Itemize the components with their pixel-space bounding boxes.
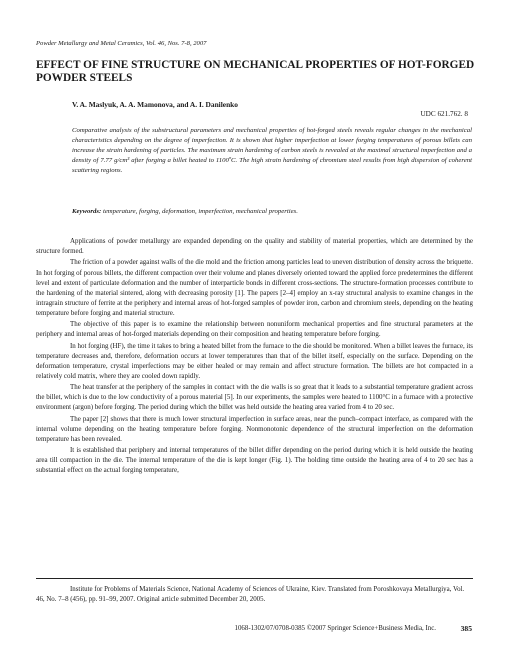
article-title: EFFECT OF FINE STRUCTURE ON MECHANICAL PROPERTIES OF HOT-FORGED POWDER STEELS (36, 59, 475, 84)
copyright-line: 1068-1302/07/0708-0385 ©2007 Springer Science+Business Media, Inc. (234, 625, 436, 632)
abstract: Comparative analysis of the substructural parameters and mechanical properties of hot-forged steels reveals regular changes in the mechanical characteristics depending on the degree of imperfection. It is shown that higher imperfection at lower forging temperatures of porous billets can increase the strain hardening of particles. The maximum strain hardening of carbon steels is revealed at the maximal structural imperfection and a density of 7.77 g/cm³ after forging a billet heated to 1100ºC. The high strain hardening of chromium steel results from high dispersion of coherent scattering regions. (72, 127, 472, 175)
article-authors: V. A. Maslyuk, A. A. Mamonova, and A. I. Danilenko (72, 100, 238, 109)
body-paragraph: In hot forging (HF), the time it takes to bring a heated billet from the furnace to the die should be monitored. When a billet leaves the furnace, its temperature decreases and, therefore, deformation occurs at lower temperatures than that of the billet itself, especially on the surface. Depending on the deformation temperature, crystal imperfections may be either healed or may remain and affect structure formation. The billets are hot compacted in a relatively cold matrix, where they are cooled down rapidly. (36, 341, 473, 380)
body-text (36, 236, 473, 477)
body-paragraph: The paper [2] shows that there is much lower structural imperfection in surface areas, near the punch–compact interface, as compared with the internal volume depending on the heating temperature before forging. Nonmonotonic dependence of the structural imperfection on the deformation temperature has been revealed. (36, 414, 473, 443)
keywords-text: temperature, forging, deformation, imperfection, mechanical properties. (102, 208, 298, 215)
keywords (72, 208, 472, 215)
body-paragraph: The friction of a powder against walls of the die mold and the friction among particles lead to uneven distribution of density across the briquette. In hot forging of porous billets, the different compaction over their volume and planes diversely oriented toward the applied force predetermines the different level and extent of particulate deformation and the number of interparticle bonds in different cross-sections. The structure-formation processes contribute to the hardening of the material sintered, along with decreasing porosity [1]. The papers [2–4] employ an x-ray structural analysis to examine changes in the intragrain structure of ferrite at the periphery and internal areas of hot-forged samples of powder iron, carbon and chromium steels, depending on the heating temperature before forging and material structure. (36, 258, 473, 317)
body-paragraph: The objective of this paper is to examine the relationship between nonuniform mechanical properties and fine structural parameters at the periphery and internal areas of hot-forged materials depending on their composition and heating temperature before forging. (36, 320, 473, 339)
journal-header: Powder Metallurgy and Metal Ceramics, Vol. 46, Nos. 7-8, 2007 (36, 40, 207, 47)
body-paragraph: The heat transfer at the periphery of the samples in contact with the die walls is so great that it leads to a substantial temperature gradient across the billet, which is due to the low conductivity of a porous material [5]. In our experiments, the samples were heated to 1100°C in a furnace with a protective environment (argon) before forging. The period during which the billet was held outside the heating area varied from 4 to 20 sec. (36, 383, 473, 412)
body-paragraph: It is established that periphery and internal temperatures of the billet differ depending on the period during which it is held outside the heating area till compaction in the die. The internal temperature of the die is kept longer (Fig. 1). The holding time outside the heating area of 4 to 20 sec has a substantial effect on the actual forging temperature, (36, 446, 473, 475)
keywords-label: Keywords: (72, 208, 102, 215)
body-paragraph: Applications of powder metallurgy are expanded depending on the quality and stability of material properties, which are determined by the structure formed. (36, 237, 473, 256)
footnote-divider (36, 578, 473, 579)
udc-code: UDC 621.762. 8 (420, 110, 468, 118)
page-number: 385 (460, 624, 472, 633)
affiliation-footnote: Institute for Problems of Materials Science, National Academy of Sciences of Ukraine, Kiev. Translated from Poroshkovaya Metallurgiya, Vol. 46, No. 7–8 (456), pp. 91–99, 2007. Original article submitted December 20, 2005. (36, 586, 465, 603)
